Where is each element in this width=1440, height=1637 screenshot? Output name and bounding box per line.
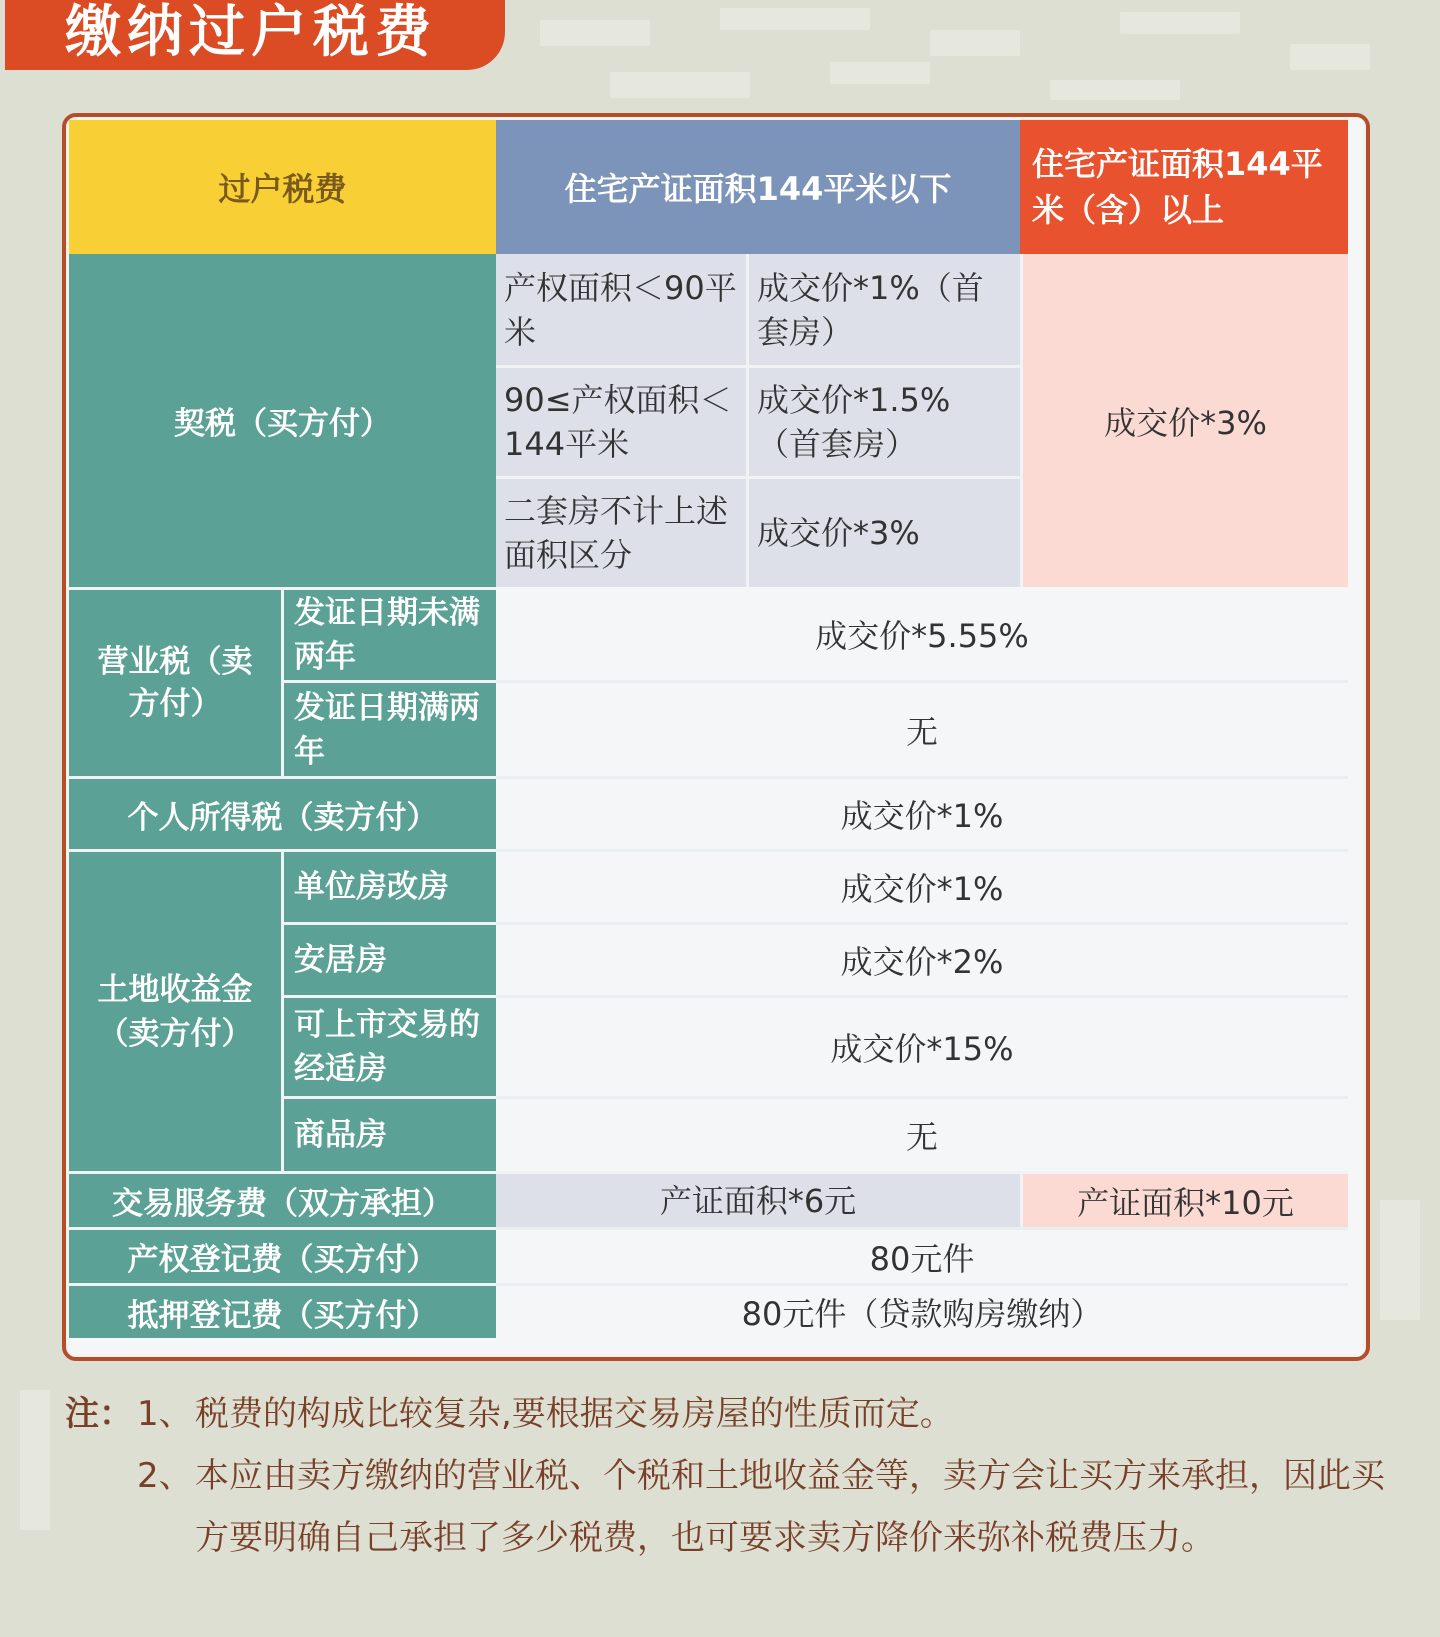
notes-label: 注：: [65, 1394, 133, 1434]
note-2-text: 本应由卖方缴纳的营业税、个税和土地收益金等，卖方会让买方来承担，因此买方要明确自己承担了多少税费，也可要求卖方降价来弥补税费压力。: [195, 1456, 1385, 1558]
note-1-number: 1、: [137, 1394, 193, 1434]
land-fee-label: 土地收益金（卖方付）: [69, 849, 281, 1171]
header-small-area: 住宅产证面积144平米以下: [496, 120, 1020, 254]
land-fee-type-4: 商品房: [281, 1096, 496, 1171]
land-fee-value-1: 成交价*1%: [496, 849, 1348, 922]
registration-fee-label: 产权登记费（买方付）: [69, 1227, 496, 1283]
deed-tax-label: 契税（买方付）: [69, 254, 496, 587]
deed-tax-condition-2: 90≤产权面积＜144平米: [496, 365, 746, 476]
mortgage-fee-label: 抵押登记费（买方付）: [69, 1283, 496, 1338]
note-1: [65, 1383, 1405, 1445]
registration-fee-value: 80元件: [496, 1227, 1348, 1283]
business-tax-value-2: 无: [496, 680, 1348, 776]
deed-tax-rate-1: 成交价*1%（首套房）: [746, 254, 1020, 365]
mortgage-fee-value: 80元件（贷款购房缴纳）: [496, 1283, 1348, 1338]
deed-tax-condition-3: 二套房不计上述面积区分: [496, 476, 746, 587]
business-tax-value-1: 成交价*5.55%: [496, 587, 1348, 680]
land-fee-value-3: 成交价*15%: [496, 995, 1348, 1096]
service-fee-label: 交易服务费（双方承担）: [69, 1171, 496, 1227]
land-fee-type-1: 单位房改房: [281, 849, 496, 922]
note-2-number: 2、: [137, 1456, 193, 1496]
tax-table: [69, 120, 1363, 1354]
note-2: [65, 1445, 1405, 1569]
header-tax-type: 过户税费: [69, 120, 496, 254]
service-fee-large: 产证面积*10元: [1020, 1171, 1348, 1227]
income-tax-label: 个人所得税（卖方付）: [69, 776, 496, 849]
deed-tax-rate-2: 成交价*1.5%（首套房）: [746, 365, 1020, 476]
business-tax-condition-2: 发证日期满两年: [281, 680, 496, 776]
page-title: 缴纳过户税费: [5, 0, 505, 70]
land-fee-type-2: 安居房: [281, 922, 496, 995]
deed-tax-condition-1: 产权面积＜90平米: [496, 254, 746, 365]
note-1-text: 税费的构成比较复杂,要根据交易房屋的性质而定。: [195, 1394, 954, 1434]
deed-tax-rate-3: 成交价*3%: [746, 476, 1020, 587]
deed-tax-large: 成交价*3%: [1020, 254, 1348, 587]
land-fee-value-4: 无: [496, 1096, 1348, 1171]
notes: [65, 1383, 1405, 1569]
land-fee-value-2: 成交价*2%: [496, 922, 1348, 995]
header-large-area: 住宅产证面积144平米（含）以上: [1020, 120, 1348, 254]
income-tax-value: 成交价*1%: [496, 776, 1348, 849]
land-fee-type-3: 可上市交易的经适房: [281, 995, 496, 1096]
business-tax-condition-1: 发证日期未满两年: [281, 587, 496, 680]
business-tax-label: 营业税（卖方付）: [69, 587, 281, 776]
service-fee-small: 产证面积*6元: [496, 1171, 1020, 1227]
